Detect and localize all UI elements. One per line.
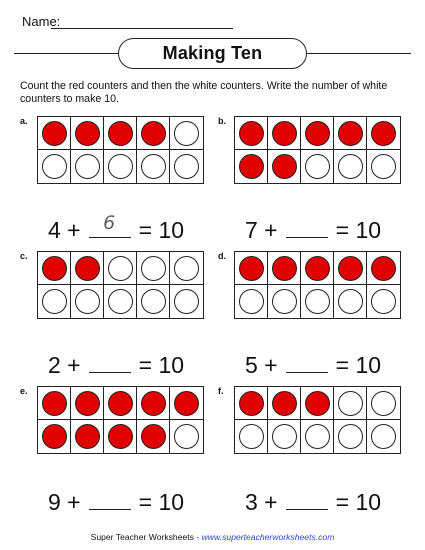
equation-equals: = 10 bbox=[335, 352, 382, 378]
ten-frame-cell bbox=[235, 387, 268, 420]
white-counter bbox=[338, 154, 363, 179]
ten-frame-cell bbox=[170, 150, 203, 183]
ten-frame-cell bbox=[301, 117, 334, 150]
ten-frame-cell bbox=[137, 387, 170, 420]
equation-equals: = 10 bbox=[138, 217, 185, 243]
answer-blank[interactable] bbox=[286, 348, 328, 373]
white-counter bbox=[174, 289, 199, 314]
ten-frame-cell bbox=[334, 252, 367, 285]
white-counter bbox=[141, 256, 166, 281]
problem-label: a. bbox=[20, 116, 28, 126]
answer-value: 6 bbox=[103, 212, 117, 234]
white-counter bbox=[75, 154, 100, 179]
equation-addend: 2 + bbox=[48, 352, 81, 378]
white-counter bbox=[338, 289, 363, 314]
white-counter bbox=[42, 154, 67, 179]
ten-frame-cell bbox=[71, 150, 104, 183]
problem-label: b. bbox=[218, 116, 226, 126]
ten-frame-cell bbox=[137, 252, 170, 285]
ten-frame-cell bbox=[71, 387, 104, 420]
ten-frame-cell bbox=[334, 117, 367, 150]
equation-equals: = 10 bbox=[138, 352, 185, 378]
ten-frame-cell bbox=[268, 117, 301, 150]
ten-frame-cell bbox=[235, 285, 268, 318]
ten-frame-cell bbox=[235, 420, 268, 453]
ten-frame-cell bbox=[38, 387, 71, 420]
white-counter bbox=[305, 289, 330, 314]
white-counter bbox=[305, 424, 330, 449]
ten-frame bbox=[37, 386, 204, 454]
ten-frame-cell bbox=[301, 387, 334, 420]
problem-label: e. bbox=[20, 386, 28, 396]
red-counter bbox=[239, 121, 264, 146]
problem-label: d. bbox=[218, 251, 226, 261]
white-counter bbox=[174, 424, 199, 449]
ten-frame-cell bbox=[301, 420, 334, 453]
ten-frame-cell bbox=[334, 387, 367, 420]
ten-frame bbox=[37, 251, 204, 319]
equation bbox=[245, 485, 381, 516]
white-counter bbox=[174, 256, 199, 281]
problem-label: c. bbox=[20, 251, 28, 261]
white-counter bbox=[272, 424, 297, 449]
ten-frame-cell bbox=[71, 117, 104, 150]
name-line[interactable] bbox=[51, 28, 233, 29]
ten-frame-cell bbox=[334, 285, 367, 318]
ten-frame-cell bbox=[235, 150, 268, 183]
ten-frame-cell bbox=[104, 387, 137, 420]
red-counter bbox=[272, 256, 297, 281]
red-counter bbox=[42, 424, 67, 449]
ten-frame-cell bbox=[137, 117, 170, 150]
red-counter bbox=[108, 391, 133, 416]
ten-frame-cell bbox=[301, 285, 334, 318]
footer-link[interactable]: www.superteacherworksheets.com bbox=[201, 532, 335, 542]
ten-frame-cell bbox=[170, 420, 203, 453]
white-counter bbox=[239, 424, 264, 449]
red-counter bbox=[75, 424, 100, 449]
white-counter bbox=[371, 424, 396, 449]
ten-frame bbox=[234, 116, 401, 184]
white-counter bbox=[371, 289, 396, 314]
white-counter bbox=[338, 391, 363, 416]
white-counter bbox=[239, 289, 264, 314]
ten-frame-cell bbox=[170, 252, 203, 285]
ten-frame-cell bbox=[104, 117, 137, 150]
red-counter bbox=[305, 256, 330, 281]
white-counter bbox=[272, 289, 297, 314]
white-counter bbox=[141, 154, 166, 179]
white-counter bbox=[42, 289, 67, 314]
red-counter bbox=[75, 391, 100, 416]
ten-frame-cell bbox=[38, 252, 71, 285]
ten-frame-cell bbox=[137, 285, 170, 318]
equation bbox=[48, 348, 184, 379]
equation-addend: 7 + bbox=[245, 217, 278, 243]
ten-frame bbox=[37, 116, 204, 184]
white-counter bbox=[75, 289, 100, 314]
white-counter bbox=[108, 256, 133, 281]
red-counter bbox=[75, 256, 100, 281]
red-counter bbox=[272, 121, 297, 146]
equation-addend: 4 + bbox=[48, 217, 81, 243]
problem-label: f. bbox=[218, 386, 224, 396]
ten-frame-cell bbox=[235, 117, 268, 150]
white-counter bbox=[108, 289, 133, 314]
red-counter bbox=[272, 154, 297, 179]
equation-addend: 9 + bbox=[48, 489, 81, 515]
equation bbox=[245, 348, 381, 379]
footer-text: Super Teacher Worksheets - bbox=[90, 532, 202, 542]
ten-frame-cell bbox=[71, 420, 104, 453]
equation-equals: = 10 bbox=[335, 489, 382, 515]
red-counter bbox=[305, 121, 330, 146]
ten-frame-cell bbox=[268, 150, 301, 183]
ten-frame-cell bbox=[367, 117, 400, 150]
equation bbox=[245, 213, 381, 244]
red-counter bbox=[239, 154, 264, 179]
ten-frame-cell bbox=[235, 252, 268, 285]
red-counter bbox=[239, 391, 264, 416]
ten-frame-cell bbox=[104, 420, 137, 453]
answer-blank[interactable] bbox=[89, 348, 131, 373]
white-counter bbox=[174, 121, 199, 146]
answer-blank[interactable] bbox=[286, 213, 328, 238]
ten-frame-cell bbox=[137, 150, 170, 183]
ten-frame-cell bbox=[170, 117, 203, 150]
red-counter bbox=[42, 391, 67, 416]
red-counter bbox=[141, 424, 166, 449]
ten-frame-cell bbox=[334, 150, 367, 183]
red-counter bbox=[305, 391, 330, 416]
ten-frame-cell bbox=[104, 285, 137, 318]
red-counter bbox=[338, 256, 363, 281]
red-counter bbox=[174, 391, 199, 416]
worksheet-title: Making Ten bbox=[118, 38, 307, 69]
ten-frame-cell bbox=[38, 150, 71, 183]
ten-frame-cell bbox=[38, 420, 71, 453]
ten-frame-cell bbox=[367, 150, 400, 183]
ten-frame-cell bbox=[268, 285, 301, 318]
name-label: Name: bbox=[22, 14, 61, 29]
red-counter bbox=[272, 391, 297, 416]
equation-addend: 3 + bbox=[245, 489, 278, 515]
ten-frame-cell bbox=[268, 252, 301, 285]
ten-frame-cell bbox=[71, 285, 104, 318]
ten-frame-cell bbox=[170, 285, 203, 318]
ten-frame bbox=[234, 251, 401, 319]
white-counter bbox=[174, 154, 199, 179]
ten-frame-cell bbox=[367, 252, 400, 285]
answer-blank[interactable] bbox=[89, 485, 131, 510]
ten-frame-cell bbox=[104, 150, 137, 183]
red-counter bbox=[371, 256, 396, 281]
red-counter bbox=[108, 121, 133, 146]
white-counter bbox=[371, 391, 396, 416]
white-counter bbox=[371, 154, 396, 179]
equation-equals: = 10 bbox=[335, 217, 382, 243]
ten-frame bbox=[234, 386, 401, 454]
ten-frame-cell bbox=[334, 420, 367, 453]
red-counter bbox=[141, 391, 166, 416]
ten-frame-cell bbox=[38, 285, 71, 318]
ten-frame-cell bbox=[137, 420, 170, 453]
ten-frame-cell bbox=[367, 420, 400, 453]
instructions: Count the red counters and then the white counters. Write the number of white counters to make 10. bbox=[20, 80, 388, 105]
ten-frame-cell bbox=[268, 420, 301, 453]
equation-equals: = 10 bbox=[138, 489, 185, 515]
equation bbox=[48, 485, 184, 516]
ten-frame-cell bbox=[71, 252, 104, 285]
white-counter bbox=[108, 154, 133, 179]
red-counter bbox=[141, 121, 166, 146]
ten-frame-cell bbox=[38, 117, 71, 150]
ten-frame-cell bbox=[301, 252, 334, 285]
red-counter bbox=[371, 121, 396, 146]
ten-frame-cell bbox=[268, 387, 301, 420]
red-counter bbox=[75, 121, 100, 146]
footer bbox=[0, 532, 425, 542]
answer-blank[interactable] bbox=[286, 485, 328, 510]
red-counter bbox=[42, 256, 67, 281]
white-counter bbox=[141, 289, 166, 314]
red-counter bbox=[338, 121, 363, 146]
equation-addend: 5 + bbox=[245, 352, 278, 378]
ten-frame-cell bbox=[104, 252, 137, 285]
answer-blank[interactable] bbox=[89, 213, 131, 238]
ten-frame-cell bbox=[367, 387, 400, 420]
white-counter bbox=[305, 154, 330, 179]
white-counter bbox=[338, 424, 363, 449]
red-counter bbox=[42, 121, 67, 146]
red-counter bbox=[239, 256, 264, 281]
equation bbox=[48, 213, 184, 244]
red-counter bbox=[108, 424, 133, 449]
ten-frame-cell bbox=[367, 285, 400, 318]
ten-frame-cell bbox=[170, 387, 203, 420]
ten-frame-cell bbox=[301, 150, 334, 183]
